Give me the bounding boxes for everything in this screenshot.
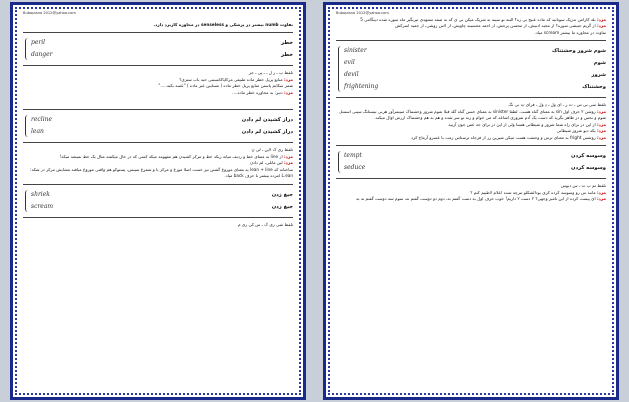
vocab-row [344, 69, 606, 81]
paragraph-intro: تفاوت numb بیشتر در پزشکی و senseless در محاوره کاربرد دارد. [153, 21, 293, 27]
paragraph [336, 109, 606, 122]
paragraph-text: از گزیم جیبشی سوره؟ از مجید ادبیش، از محسن پرجش، از احمد محسینه چاویش، از لاس روشی، از جمید اسرکش [395, 23, 596, 29]
vocab-row [344, 45, 606, 57]
brace-icon [25, 115, 30, 137]
vocab-row [31, 189, 293, 201]
vocab-translation: جیغ زدن [271, 191, 293, 198]
speaker-tag: مرد: [596, 189, 606, 195]
vocab-word: lean [31, 128, 44, 136]
vocab-word: frightening [344, 83, 379, 91]
document-page-right [323, 2, 619, 400]
divider [336, 178, 606, 179]
vocab-translation: وحشتناک [582, 84, 606, 91]
vocab-word: scream [31, 202, 54, 210]
paragraph-text: لین مانلی، لم دادن [249, 160, 283, 166]
vocab-word: shriek [31, 190, 50, 198]
vocab-block-shriek [23, 189, 293, 213]
vocab-word: sinister [344, 47, 367, 55]
divider [23, 109, 293, 110]
divider [23, 32, 293, 33]
vocab-word: devil [344, 71, 359, 79]
pronunciation-line: تلفظ ری ک لاین ـ لی ن [251, 147, 293, 153]
vocab-word: danger [31, 51, 53, 59]
paragraph-text: ای پیست کرده از این نامبر وجهی؟ ۲ دست ۲ داریم! خوب حرف اول به دست گفتم نه، دوم دو دوست گفتم نه، سوم سه دوست گفتم نه به [356, 196, 596, 202]
vocab-row [31, 114, 293, 126]
pronunciation-line: تلفظ پ ـ ر ل ـ ـ پی ـ جر [248, 70, 293, 76]
vocab-block-recline [23, 114, 293, 138]
vocab-translation: وسوسه کردن [571, 153, 606, 160]
vocab-block-sinister [336, 45, 606, 93]
vocab-word: evil [344, 59, 355, 67]
vocab-translation: وسوسه کردن [571, 165, 606, 172]
speaker-tag: مرد: [596, 196, 606, 202]
divider [23, 65, 293, 66]
pronunciation-line: تلفظ تم پ ت ـ س دیوس [560, 183, 606, 189]
paragraph-text: مانند س رو وسوسه کرده کری بودالشکلو تنرچه شده اعلام لاطبیم کنم ؟ [470, 189, 596, 195]
vocab-translation: جیغ زدن [271, 203, 293, 210]
speaker-tag: مرد: [283, 160, 293, 166]
speaker-tag: مرد: [596, 128, 606, 134]
divider [23, 184, 293, 185]
author-email: Bubopiano 2012@yahoo.com [336, 11, 389, 15]
vocab-row [344, 162, 606, 174]
author-email: Bubopiano 2012@yahoo.com [23, 11, 76, 15]
divider [336, 40, 606, 41]
vocab-translation: شوم [593, 60, 606, 67]
paragraph: تفاوت در محاوره ما بیشتر scream میاد. [534, 29, 606, 35]
vocab-translation: خطر [280, 40, 293, 47]
vocab-block-peril [23, 37, 293, 61]
paragraph: ساختانه که lean + line یه معنای موروع گشتن تیر خست اصلا موزع و مرکز با و شمرع سینس، پستوکو هم واقتی موروع میافتد مشابش مرکز در شکه: L.ean امرده بیشتر با حرف back میاد. [30, 166, 293, 179]
vocab-row [344, 81, 606, 93]
speaker-tag: مرد: [596, 16, 606, 22]
paragraph-text: از line به معنای خط و ردیف میانه ریکد خط و مرکز کشیدن هم مفهومه میکه کسی که در حال میکشه مثال یک خط نمیشه مبکه! [59, 153, 283, 159]
vocab-translation: شوم شرور وحشتناک [551, 48, 606, 55]
brace-icon [338, 151, 343, 173]
vocab-block-tempt [336, 150, 606, 174]
speaker-tag: مرد: [283, 89, 293, 95]
divider [336, 97, 606, 98]
paragraph-text: منابع پریل خطر ماده طبیعی مرکاپاکانستنی حبه باب ستری؟ [179, 76, 283, 82]
paragraph [336, 196, 606, 203]
speaker-tag: مرد: [283, 76, 293, 82]
paragraph-text: روشس fright به معنای ترس و وحشت هست میکن شیرین رز از فرجاه ترسناس رمت با عسرو آرماج کرد [411, 134, 596, 140]
document-page-left [10, 2, 306, 400]
speaker-tag: مرد: [283, 153, 293, 159]
paragraph-text: دنیر: به محاوره خطر ماده.... [232, 89, 283, 95]
paragraph-text: روشن ۲ حرف اول sin به معنای گناه هست. لطفا sinister به معنای حسن گناه گلد قبلا شوم شرور وحشتناک مبینمرآور هرنی نیستانگ سینی استنتل شوم و نحس و در ظاهر بگرید که دست یک آدم شروری اشاعه که می خوام و رنه تو سر شده و هم به هم وحشتناک ارزش اوال میکند. [339, 108, 606, 121]
vocab-row [31, 49, 293, 61]
vocab-row [31, 126, 293, 138]
pronunciation-line: تلفظ شی ری ک ـ س کی ری م [237, 221, 293, 227]
paragraph-text: از اپن در برای راه شما شرور و شیطانی هستا ولی از اپن در برای جه عس جون آرییه [448, 121, 596, 127]
brace-icon [25, 38, 30, 60]
brace-icon [25, 190, 30, 212]
vocab-row [31, 201, 293, 213]
vocab-translation: شرور [591, 72, 606, 79]
vocab-row [344, 57, 606, 69]
brace-icon [338, 46, 343, 92]
vocab-row [344, 150, 606, 162]
vocab-word: seduce [344, 164, 366, 172]
vocab-word: tempt [344, 152, 362, 160]
paragraph-text: یکه دیو شرور شیطانی [556, 128, 596, 134]
speaker-tag: مرد: [596, 108, 606, 114]
paragraph: شمر سکایم پاستن منابع پریل خطر ماده ( مسابین عبر ماده ) "عسه بکیه....." [158, 83, 293, 89]
divider [23, 217, 293, 218]
vocab-translation: دراز کشیدن لم دادن [241, 129, 293, 136]
divider [23, 142, 293, 143]
pronunciation-line: تلفظ سی نی س ـ ت ر ـ ای ول ـ دِ ول ـ فرای تِ نی نگ [508, 102, 606, 108]
speaker-tag: مرد: [596, 23, 606, 29]
vocab-translation: خطر [280, 52, 293, 59]
vocab-translation: دراز کشیدن لم دادن [241, 117, 293, 124]
divider [336, 145, 606, 146]
speaker-tag: مرد: [596, 121, 606, 127]
vocab-row [31, 37, 293, 49]
speaker-tag: مرد: [596, 134, 606, 140]
paragraph [336, 135, 606, 142]
vocab-word: peril [31, 39, 46, 47]
paragraph-text: بله کارامن تدریک سوتانید که ماده عنیح بی ره؟ البته تو سینه به شریک میکن نی ی که به صفه مشهدی تیرنگیر ماه سوره شده دیبگامی 5 [360, 16, 596, 22]
vocab-word: recline [31, 116, 53, 124]
